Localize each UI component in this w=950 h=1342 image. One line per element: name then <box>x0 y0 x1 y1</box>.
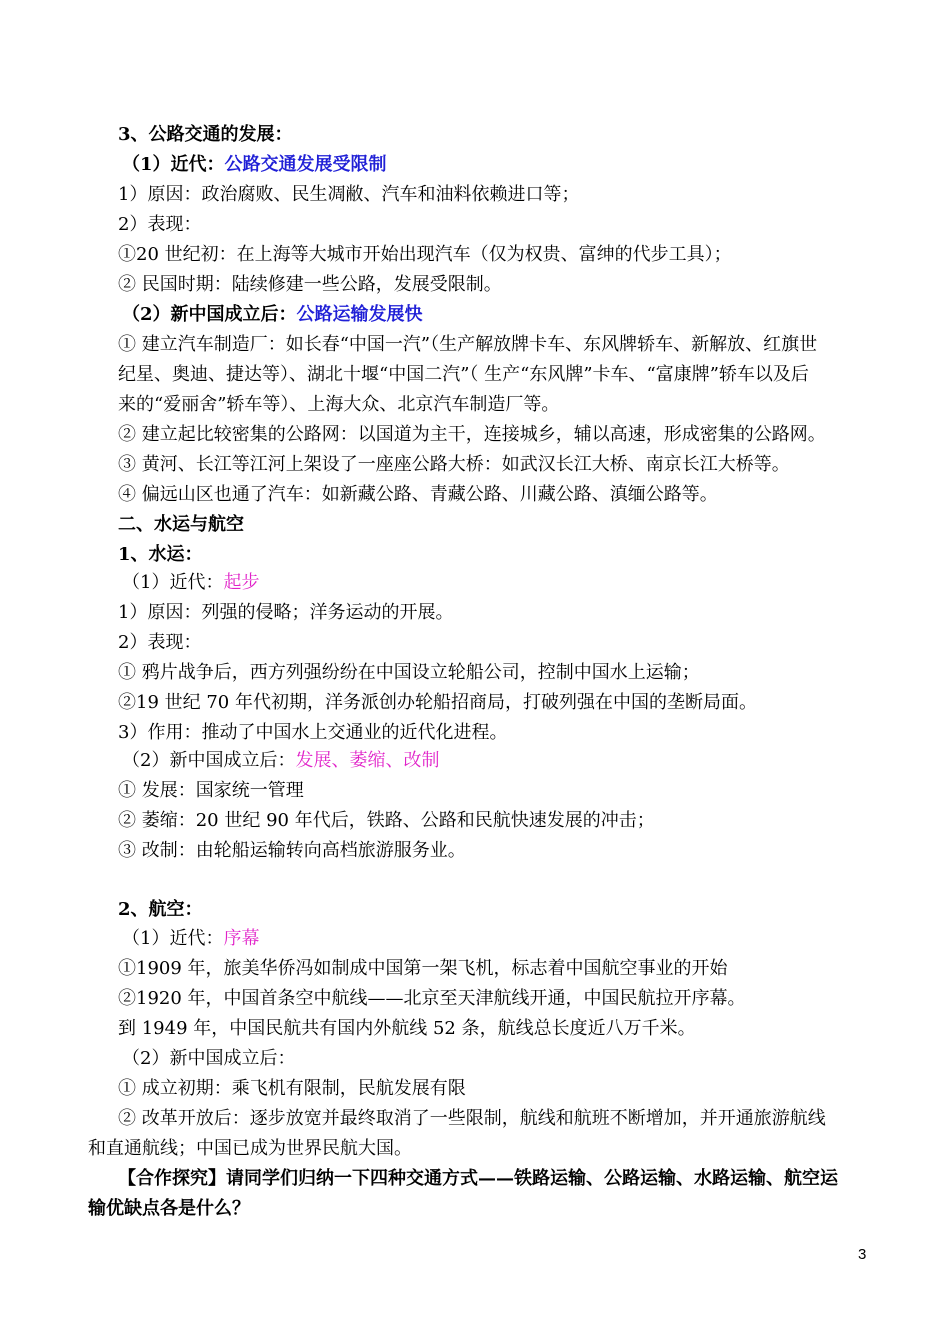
heading-road-development: 3、公路交通的发展： <box>118 124 293 145</box>
text-line: ④ 偏远山区也通了汽车：如新藏公路、青藏公路、川藏公路、滇缅公路等。 <box>118 484 718 505</box>
text-line: ① 发展：国家统一管理 <box>118 780 304 801</box>
text-line: ② 民国时期：陆续修建一些公路，发展受限制。 <box>118 274 502 295</box>
text-line: 来的“爱丽舍”轿车等）、上海大众、北京汽车制造厂等。 <box>118 394 560 415</box>
subheading-air-modern: （1）近代：序幕 <box>122 928 260 949</box>
text-line: ②19 世纪 70 年代初期，洋务派创办轮船招商局，打破列强在中国的垄断局面。 <box>118 692 757 713</box>
subheading-road-modern: （1）近代：公路交通发展受限制 <box>122 154 387 175</box>
text-line: （2）新中国成立后： <box>122 1048 296 1069</box>
text-line: 到 1949 年，中国民航共有国内外航线 52 条，航线总长度近八万千米。 <box>118 1018 696 1039</box>
text-line: ①20 世纪初：在上海等大城市开始出现汽车（仅为权贵、富绅的代步工具）； <box>118 244 732 265</box>
subheading-road-new-china: （2）新中国成立后：公路运输发展快 <box>122 304 423 325</box>
text-line: ②1920 年，中国首条空中航线——北京至天津航线开通，中国民航拉开序幕。 <box>118 988 746 1009</box>
text-line: ① 建立汽车制造厂：如长春“中国一汽”（生产解放牌卡车、东风牌轿车、新解放、红旗世 <box>118 334 818 355</box>
subheading-water-new-china: （2）新中国成立后：发展、萎缩、改制 <box>122 750 440 771</box>
text-line: ①1909 年，旅美华侨冯如制成中国第一架飞机，标志着中国航空事业的开始 <box>118 958 728 979</box>
text-line: 1）原因：列强的侵略；洋务运动的开展。 <box>118 602 454 623</box>
heading-water: 1、水运： <box>118 544 203 565</box>
text-line: ② 建立起比较密集的公路网：以国道为主干，连接城乡，辅以高速，形成密集的公路网。 <box>118 424 826 445</box>
heading-air: 2、航空： <box>118 899 203 920</box>
text-line: 3）作用：推动了中国水上交通业的近代化进程。 <box>118 722 508 743</box>
text-line: 2）表现： <box>118 214 202 235</box>
text-line: ② 改革开放后：逐步放宽并最终取消了一些限制，航线和航班不断增加，并开通旅游航线 <box>118 1108 826 1129</box>
text-line: ① 成立初期：乘飞机有限制，民航发展有限 <box>118 1078 466 1099</box>
page-number: 3 <box>858 1246 867 1263</box>
cooperative-inquiry: 【合作探究】请同学们归纳一下四种交通方式——铁路运输、公路运输、水路运输、航空运 <box>118 1168 838 1189</box>
text-line: 1）原因：政治腐败、民生凋敝、汽车和油料依赖进口等； <box>118 184 580 205</box>
subheading-water-modern: （1）近代：起步 <box>122 572 260 593</box>
text-line: 和直通航线；中国已成为世界民航大国。 <box>88 1138 412 1159</box>
heading-water-air: 二、水运与航空 <box>118 514 244 535</box>
cooperative-inquiry-cont: 输优缺点各是什么？ <box>88 1198 250 1219</box>
text-line: 2）表现： <box>118 632 202 653</box>
text-line: ③ 改制：由轮船运输转向高档旅游服务业。 <box>118 840 466 861</box>
text-line: ① 鸦片战争后，西方列强纷纷在中国设立轮船公司，控制中国水上运输； <box>118 662 700 683</box>
text-line: 纪星、奥迪、捷达等）、湖北十堰“中国二汽”（ 生产“东风牌”卡车、“富康牌”轿车以及后 <box>118 364 809 385</box>
text-line: ③ 黄河、长江等江河上架设了一座座公路大桥：如武汉长江大桥、南京长江大桥等。 <box>118 454 790 475</box>
text-line: ② 萎缩：20 世纪 90 年代后，铁路、公路和民航快速发展的冲击； <box>118 810 655 831</box>
